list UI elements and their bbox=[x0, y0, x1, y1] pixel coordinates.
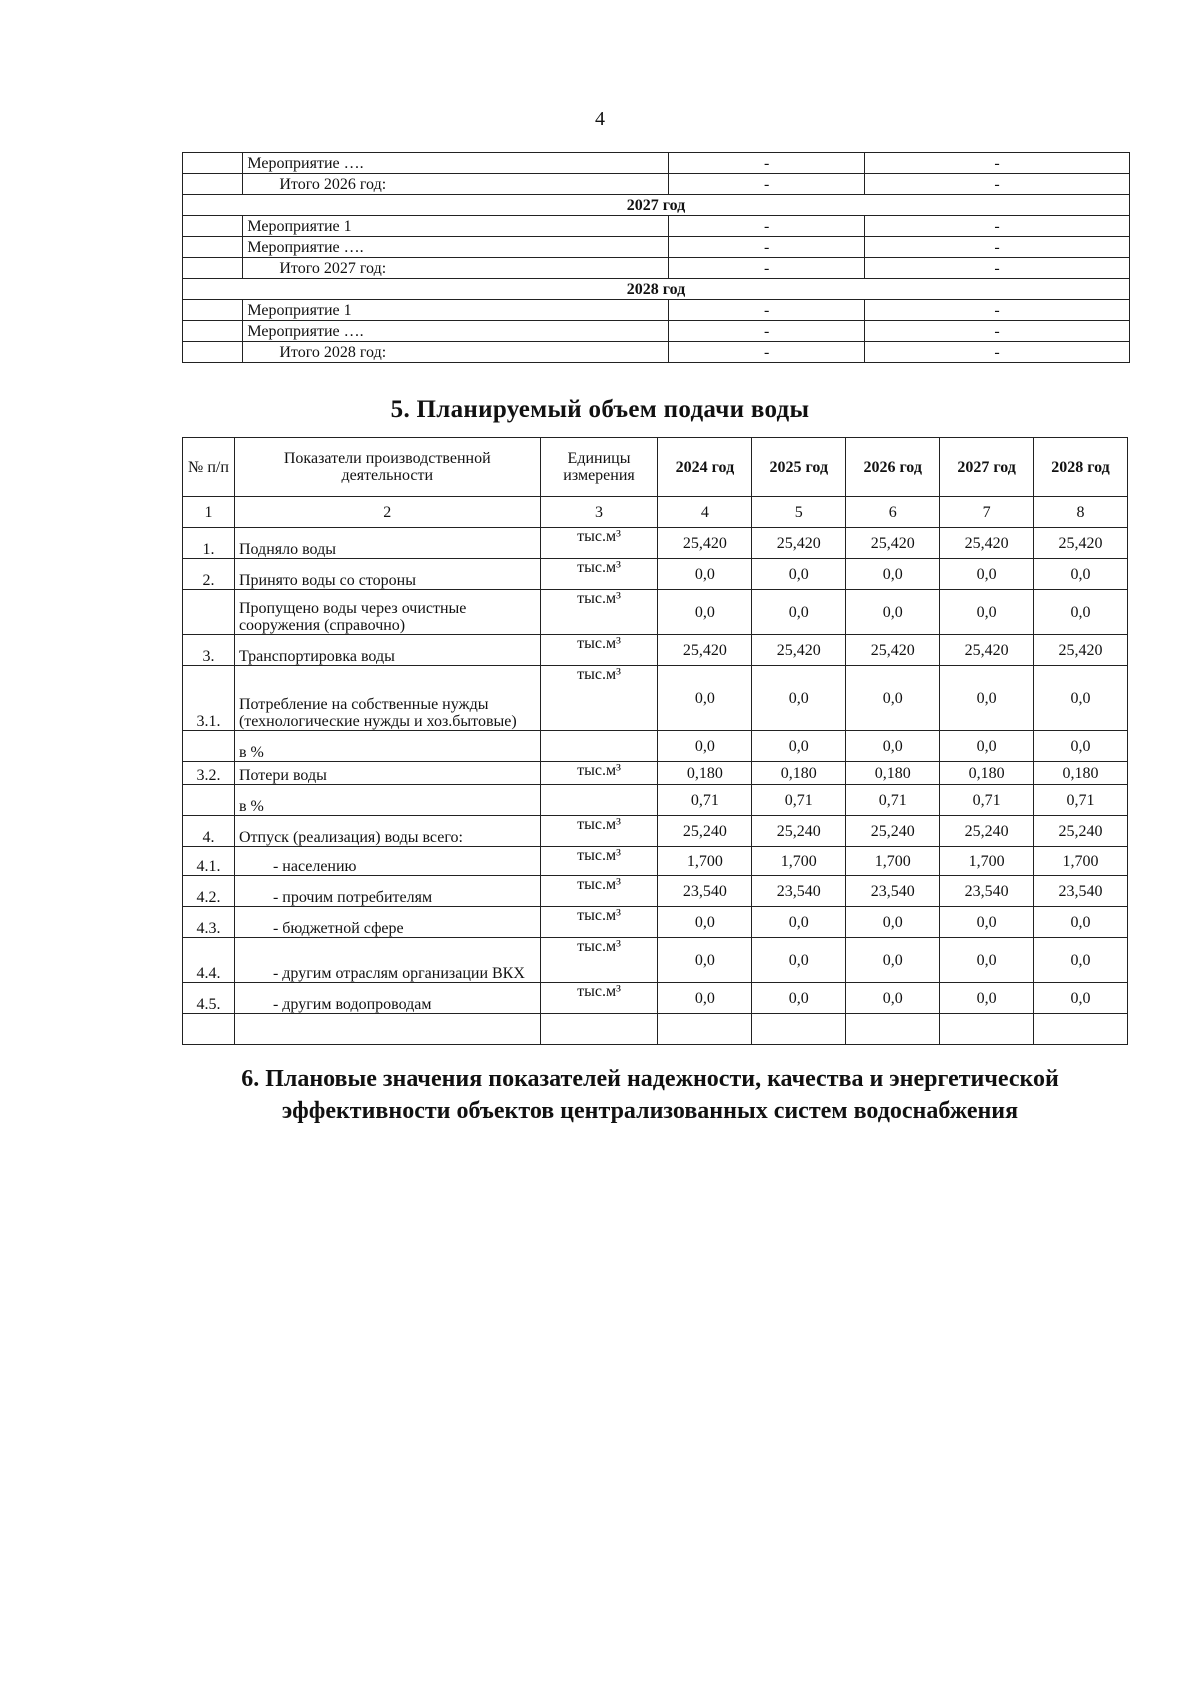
table-row bbox=[183, 983, 1128, 1014]
unit-cell: тыс.м³ bbox=[540, 762, 658, 785]
row-number bbox=[183, 1014, 235, 1045]
table-row bbox=[183, 528, 1128, 559]
value-cell: 0,0 bbox=[1034, 590, 1128, 635]
value-cell: - bbox=[669, 174, 865, 195]
value-cell: 25,420 bbox=[658, 635, 752, 666]
unit-cell: тыс.м³ bbox=[540, 666, 658, 731]
table-row bbox=[183, 559, 1128, 590]
value-cell: 0,0 bbox=[658, 666, 752, 731]
unit-cell bbox=[540, 785, 658, 816]
value-cell: 0,0 bbox=[846, 666, 940, 731]
indicator-label bbox=[234, 1014, 540, 1045]
value-cell: 25,420 bbox=[752, 528, 846, 559]
value-cell: 0,0 bbox=[940, 590, 1034, 635]
value-cell: 0,0 bbox=[1034, 559, 1128, 590]
value-cell: - bbox=[865, 342, 1130, 363]
header-year: 2028 год bbox=[1034, 438, 1128, 497]
value-cell: 25,240 bbox=[658, 816, 752, 847]
indicator-label: - другим водопроводам bbox=[234, 983, 540, 1014]
row-number-cell bbox=[183, 153, 243, 174]
column-index: 7 bbox=[940, 497, 1034, 528]
column-index-row bbox=[183, 497, 1128, 528]
row-number-cell bbox=[183, 237, 243, 258]
value-cell: 0,71 bbox=[846, 785, 940, 816]
value-cell: - bbox=[865, 174, 1130, 195]
value-cell: 25,420 bbox=[1034, 528, 1128, 559]
value-cell: - bbox=[669, 321, 865, 342]
column-index: 8 bbox=[1034, 497, 1128, 528]
table-row bbox=[183, 731, 1128, 762]
value-cell: 0,0 bbox=[658, 983, 752, 1014]
header-num: № п/п bbox=[183, 438, 235, 497]
value-cell: - bbox=[865, 216, 1130, 237]
value-cell: 25,240 bbox=[752, 816, 846, 847]
header-unit: Единицы измерения bbox=[540, 438, 658, 497]
indicator-label: Потери воды bbox=[234, 762, 540, 785]
row-number: 2. bbox=[183, 559, 235, 590]
value-cell: 0,0 bbox=[752, 731, 846, 762]
row-number: 3.2. bbox=[183, 762, 235, 785]
row-number bbox=[183, 731, 235, 762]
value-cell: 25,240 bbox=[846, 816, 940, 847]
table-row bbox=[183, 785, 1128, 816]
row-number-cell bbox=[183, 216, 243, 237]
table-row bbox=[183, 1014, 1128, 1045]
value-cell: 0,0 bbox=[940, 666, 1034, 731]
table-row bbox=[183, 666, 1128, 731]
row-number-cell bbox=[183, 300, 243, 321]
table-header-row bbox=[183, 438, 1128, 497]
value-cell: 0,71 bbox=[752, 785, 846, 816]
activity-name: Мероприятие 1 bbox=[243, 216, 669, 237]
value-cell: - bbox=[669, 216, 865, 237]
value-cell: 0,0 bbox=[752, 938, 846, 983]
value-cell: 0,0 bbox=[752, 907, 846, 938]
row-number bbox=[183, 590, 235, 635]
value-cell: 1,700 bbox=[658, 847, 752, 876]
value-cell: 23,540 bbox=[940, 876, 1034, 907]
indicator-label: - населению bbox=[234, 847, 540, 876]
value-cell: - bbox=[669, 300, 865, 321]
activity-name: Мероприятие 1 bbox=[243, 300, 669, 321]
row-number: 4.1. bbox=[183, 847, 235, 876]
column-index: 3 bbox=[540, 497, 658, 528]
row-number-cell bbox=[183, 321, 243, 342]
value-cell: - bbox=[865, 153, 1130, 174]
value-cell: 1,700 bbox=[752, 847, 846, 876]
unit-cell bbox=[540, 1014, 658, 1045]
value-cell: 0,71 bbox=[658, 785, 752, 816]
row-number: 4. bbox=[183, 816, 235, 847]
value-cell: - bbox=[669, 342, 865, 363]
value-cell: 0,0 bbox=[846, 983, 940, 1014]
total-row bbox=[183, 258, 1130, 279]
total-label: Итого 2027 год: bbox=[243, 258, 669, 279]
table-row bbox=[183, 847, 1128, 876]
value-cell: 0,0 bbox=[658, 559, 752, 590]
value-cell: - bbox=[865, 258, 1130, 279]
unit-cell: тыс.м³ bbox=[540, 907, 658, 938]
page-number: 4 bbox=[595, 108, 605, 130]
value-cell: 25,420 bbox=[846, 528, 940, 559]
unit-cell: тыс.м³ bbox=[540, 816, 658, 847]
table-row bbox=[183, 907, 1128, 938]
value-cell: - bbox=[669, 153, 865, 174]
value-cell: 0,0 bbox=[1034, 983, 1128, 1014]
indicator-label: Транспортировка воды bbox=[234, 635, 540, 666]
value-cell: 1,700 bbox=[846, 847, 940, 876]
indicator-label: в % bbox=[234, 785, 540, 816]
value-cell: 0,0 bbox=[940, 907, 1034, 938]
activity-name: Мероприятие …. bbox=[243, 237, 669, 258]
year-heading: 2028 год bbox=[183, 279, 1130, 300]
value-cell: 0,71 bbox=[940, 785, 1034, 816]
indicator-label: - бюджетной сфере bbox=[234, 907, 540, 938]
value-cell: 0,180 bbox=[658, 762, 752, 785]
value-cell: 25,420 bbox=[658, 528, 752, 559]
value-cell: 25,240 bbox=[940, 816, 1034, 847]
value-cell: 25,420 bbox=[940, 528, 1034, 559]
value-cell bbox=[940, 1014, 1034, 1045]
value-cell: 0,0 bbox=[1034, 907, 1128, 938]
total-label: Итого 2026 год: bbox=[243, 174, 669, 195]
value-cell: 0,0 bbox=[752, 666, 846, 731]
header-year: 2025 год bbox=[752, 438, 846, 497]
value-cell: 0,0 bbox=[1034, 938, 1128, 983]
unit-cell: тыс.м³ bbox=[540, 528, 658, 559]
indicator-label: в % bbox=[234, 731, 540, 762]
row-number: 4.2. bbox=[183, 876, 235, 907]
activity-row bbox=[183, 237, 1130, 258]
row-number-cell bbox=[183, 174, 243, 195]
value-cell: - bbox=[865, 321, 1130, 342]
column-index: 6 bbox=[846, 497, 940, 528]
value-cell bbox=[846, 1014, 940, 1045]
header-year: 2027 год bbox=[940, 438, 1034, 497]
year-heading: 2027 год bbox=[183, 195, 1130, 216]
value-cell: 0,0 bbox=[940, 938, 1034, 983]
indicator-label: Пропущено воды через очистные сооружения (справочно) bbox=[234, 590, 540, 635]
table-row bbox=[183, 876, 1128, 907]
row-number: 3.1. bbox=[183, 666, 235, 731]
column-index: 2 bbox=[234, 497, 540, 528]
section-5-title: 5. Планируемый объем подачи воды bbox=[390, 396, 810, 423]
value-cell: 0,0 bbox=[940, 731, 1034, 762]
value-cell: - bbox=[669, 258, 865, 279]
table-row bbox=[183, 590, 1128, 635]
value-cell bbox=[658, 1014, 752, 1045]
unit-cell: тыс.м³ bbox=[540, 938, 658, 983]
value-cell: 0,0 bbox=[658, 731, 752, 762]
value-cell: - bbox=[669, 237, 865, 258]
value-cell: 23,540 bbox=[846, 876, 940, 907]
value-cell: 23,540 bbox=[658, 876, 752, 907]
unit-cell bbox=[540, 731, 658, 762]
indicator-label: Отпуск (реализация) воды всего: bbox=[234, 816, 540, 847]
table-row bbox=[183, 635, 1128, 666]
value-cell: 25,420 bbox=[752, 635, 846, 666]
activity-row bbox=[183, 321, 1130, 342]
value-cell: 25,420 bbox=[1034, 635, 1128, 666]
value-cell: 1,700 bbox=[940, 847, 1034, 876]
column-index: 1 bbox=[183, 497, 235, 528]
activity-row bbox=[183, 153, 1130, 174]
row-number: 4.4. bbox=[183, 938, 235, 983]
row-number: 3. bbox=[183, 635, 235, 666]
value-cell: 0,71 bbox=[1034, 785, 1128, 816]
value-cell: 23,540 bbox=[1034, 876, 1128, 907]
table-row bbox=[183, 816, 1128, 847]
value-cell: 0,0 bbox=[1034, 666, 1128, 731]
total-row bbox=[183, 174, 1130, 195]
unit-cell: тыс.м³ bbox=[540, 559, 658, 590]
year-heading-row bbox=[183, 195, 1130, 216]
value-cell: 0,0 bbox=[752, 590, 846, 635]
activities-table bbox=[182, 152, 1130, 363]
value-cell: 0,180 bbox=[940, 762, 1034, 785]
header-indicator: Показатели производственной деятельности bbox=[234, 438, 540, 497]
value-cell: - bbox=[865, 237, 1130, 258]
header-year: 2024 год bbox=[658, 438, 752, 497]
year-heading-row bbox=[183, 279, 1130, 300]
activity-row bbox=[183, 216, 1130, 237]
value-cell: 0,0 bbox=[846, 559, 940, 590]
unit-cell: тыс.м³ bbox=[540, 847, 658, 876]
value-cell: 0,0 bbox=[1034, 731, 1128, 762]
table-row bbox=[183, 762, 1128, 785]
row-number: 1. bbox=[183, 528, 235, 559]
value-cell: 0,0 bbox=[658, 907, 752, 938]
value-cell: 0,0 bbox=[940, 559, 1034, 590]
value-cell: 25,240 bbox=[1034, 816, 1128, 847]
indicator-label: - другим отраслям организации ВКХ bbox=[234, 938, 540, 983]
activity-name: Мероприятие …. bbox=[243, 321, 669, 342]
unit-cell: тыс.м³ bbox=[540, 983, 658, 1014]
column-index: 4 bbox=[658, 497, 752, 528]
unit-cell: тыс.м³ bbox=[540, 635, 658, 666]
value-cell: 25,420 bbox=[846, 635, 940, 666]
unit-cell: тыс.м³ bbox=[540, 876, 658, 907]
activity-row bbox=[183, 300, 1130, 321]
water-supply-table bbox=[182, 437, 1128, 1045]
value-cell: 0,0 bbox=[752, 983, 846, 1014]
total-label: Итого 2028 год: bbox=[243, 342, 669, 363]
value-cell: 25,420 bbox=[940, 635, 1034, 666]
value-cell: 0,180 bbox=[1034, 762, 1128, 785]
row-number: 4.3. bbox=[183, 907, 235, 938]
column-index: 5 bbox=[752, 497, 846, 528]
value-cell: 0,0 bbox=[846, 938, 940, 983]
row-number-cell bbox=[183, 258, 243, 279]
value-cell: 0,0 bbox=[846, 731, 940, 762]
row-number-cell bbox=[183, 342, 243, 363]
value-cell: 0,0 bbox=[846, 907, 940, 938]
value-cell: - bbox=[865, 300, 1130, 321]
section-6-title: 6. Плановые значения показателей надежности, качества и энергетической эффективности объектов централизованных систем водоснабжения bbox=[241, 1066, 1059, 1124]
indicator-label: Подняло воды bbox=[234, 528, 540, 559]
value-cell: 0,180 bbox=[846, 762, 940, 785]
value-cell: 0,0 bbox=[846, 590, 940, 635]
indicator-label: Потребление на собственные нужды (технологические нужды и хоз.бытовые) bbox=[234, 666, 540, 731]
total-row bbox=[183, 342, 1130, 363]
indicator-label: - прочим потребителям bbox=[234, 876, 540, 907]
row-number bbox=[183, 785, 235, 816]
value-cell: 0,180 bbox=[752, 762, 846, 785]
activity-name: Мероприятие …. bbox=[243, 153, 669, 174]
value-cell bbox=[1034, 1014, 1128, 1045]
value-cell bbox=[752, 1014, 846, 1045]
value-cell: 0,0 bbox=[940, 983, 1034, 1014]
value-cell: 0,0 bbox=[658, 938, 752, 983]
value-cell: 1,700 bbox=[1034, 847, 1128, 876]
row-number: 4.5. bbox=[183, 983, 235, 1014]
value-cell: 0,0 bbox=[658, 590, 752, 635]
indicator-label: Принято воды со стороны bbox=[234, 559, 540, 590]
unit-cell: тыс.м³ bbox=[540, 590, 658, 635]
header-year: 2026 год bbox=[846, 438, 940, 497]
table-row bbox=[183, 938, 1128, 983]
value-cell: 23,540 bbox=[752, 876, 846, 907]
value-cell: 0,0 bbox=[752, 559, 846, 590]
